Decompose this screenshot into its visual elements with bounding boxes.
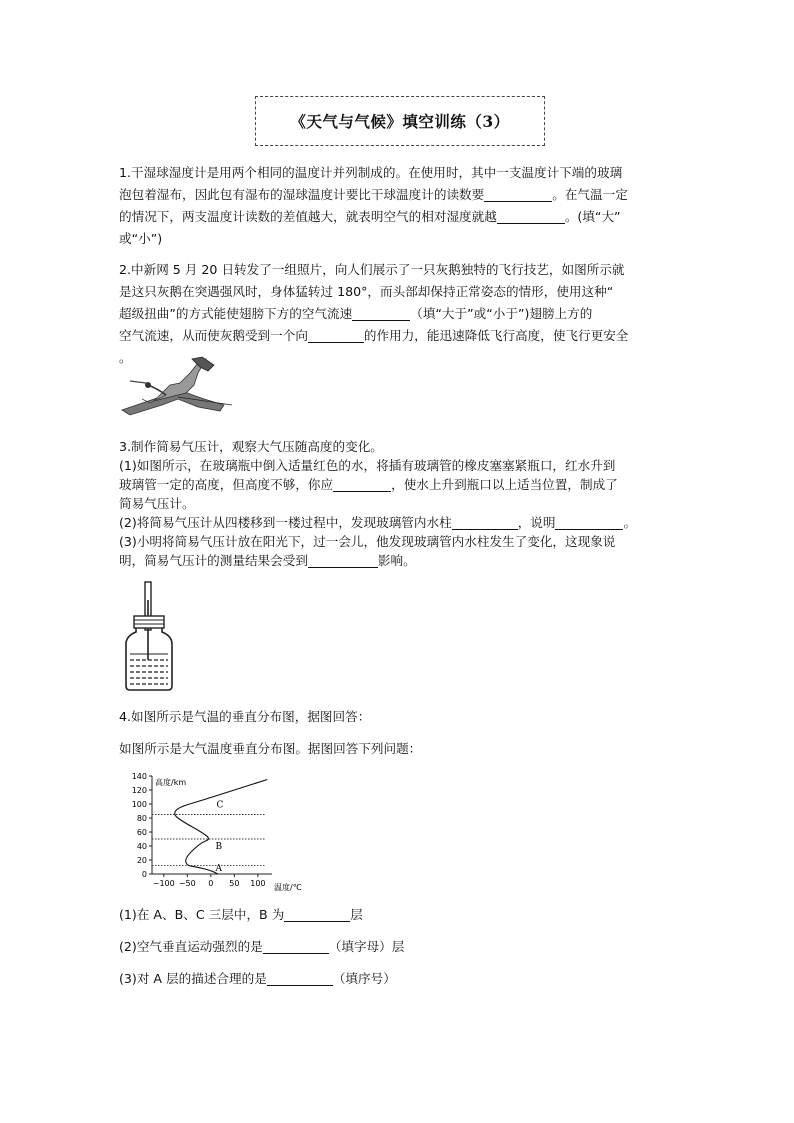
q2-line-5: 。 <box>119 350 132 365</box>
y-tick-label: 20 <box>136 856 147 865</box>
q4-text: （填字母）层 <box>328 939 405 954</box>
layer-label-c: C <box>216 800 224 811</box>
q2-line-2: 是这只灰鹅在突遇强风时，身体猛转过 180°，而头部却保持正常姿态的情形，使用这种“ <box>119 284 614 299</box>
q4-text: (2)空气垂直运动强烈的是 <box>119 939 263 954</box>
q4-answer-blank-3[interactable] <box>267 971 333 986</box>
page-title <box>255 96 545 146</box>
y-tick-label: 120 <box>131 786 147 795</box>
q4-text: (3)对 A 层的描述合理的是 <box>119 971 267 986</box>
q2-answer-blank-2[interactable] <box>308 328 364 343</box>
chart-axes <box>152 776 272 874</box>
x-tick-label: 100 <box>250 879 266 888</box>
q3-line-7 <box>119 550 679 572</box>
q3-text: 。 <box>623 515 637 530</box>
q4-answer-blank-2[interactable] <box>263 939 329 954</box>
y-tick-label: 100 <box>131 800 147 809</box>
y-axis-title: 高度/km <box>155 778 187 787</box>
q1-line-3 <box>119 206 679 228</box>
chart-labels <box>215 801 224 875</box>
temperature-curve <box>175 780 268 875</box>
q3-answer-blank-2[interactable] <box>452 515 518 530</box>
q3-text: 玻璃管一定的高度，但高度不够，你应 <box>119 477 334 492</box>
q2-line-3 <box>119 303 679 325</box>
page-title-text: 《天气与气候》填空训练（3） <box>290 112 510 131</box>
x-tick-label: −50 <box>178 879 196 888</box>
y-tick-label: 0 <box>141 870 147 879</box>
q1-answer-blank-2[interactable] <box>497 209 565 224</box>
q3-answer-blank-1[interactable] <box>333 477 391 492</box>
q2-line-1: 2.中新网 5 月 20 日转发了一组照片，向人们展示了一只灰鹅独特的飞行技艺，如图所示就 <box>119 262 625 277</box>
q4-sub-2 <box>119 936 679 958</box>
q2-text: 空气流速，从而使灰鹅受到一个向 <box>119 328 308 343</box>
q2-line-4 <box>119 325 679 347</box>
q4-text: 层 <box>350 907 363 922</box>
q1-line-1: 1.干湿球湿度计是用两个相同的温度计并列制成的。在使用时，其中一支温度计下端的玻璃 <box>119 165 623 180</box>
q4-line-1: 4.如图所示是气温的垂直分布图，据图回答： <box>119 709 371 724</box>
x-axis-title: 温度/℃ <box>274 883 302 892</box>
q3-line-1: 3.制作简易气压计，观察大气压随高度的变化。 <box>119 439 383 454</box>
layer-label-b: B <box>215 841 223 852</box>
q4-sub-3 <box>119 968 679 990</box>
q2-text: （填“大于”或“小于”)翅膀上方的 <box>410 306 593 321</box>
y-tick-label: 40 <box>136 842 147 851</box>
q3-text: (2)将简易气压计从四楼移到一楼过程中，发现玻璃管内水柱 <box>119 515 452 530</box>
x-tick-label: −100 <box>152 879 175 888</box>
q3-text: 影响。 <box>377 553 416 568</box>
q3-line-6: (3)小明将简易气压计放在阳光下，过一会儿，他发现玻璃管内水柱发生了变化，这现象说 <box>119 534 616 549</box>
q4-text: （填序号） <box>332 971 396 986</box>
q3-line-4: 简易气压计。 <box>119 496 195 511</box>
x-tick-label: 0 <box>208 879 214 888</box>
q2-text: 的作用力，能迅速降低飞行高度，使飞行更安全 <box>363 328 629 343</box>
barometer-bottle-figure <box>122 580 176 692</box>
q3-text: ，使水上升到瓶口以上适当位置，制成了 <box>391 477 618 492</box>
q1-text: 泡包着湿布，因此包有湿布的湿球温度计要比干球温度计的读数要 <box>119 187 485 202</box>
q1-text: 。(填“大” <box>564 209 621 224</box>
q4-line-2: 如图所示是大气温度垂直分布图。据图回答下列问题： <box>119 741 422 756</box>
y-tick-label: 60 <box>136 828 147 837</box>
q3-answer-blank-4[interactable] <box>308 553 378 568</box>
q4-text: (1)在 A、B、C 三层中，B 为 <box>119 907 285 922</box>
q4-answer-blank-1[interactable] <box>284 907 350 922</box>
layer-label-a: A <box>215 864 223 875</box>
q2-text: 超级扭曲”的方式能使翅膀下方的空气流速 <box>119 306 353 321</box>
y-tick-label: 80 <box>136 814 147 823</box>
q3-answer-blank-3[interactable] <box>555 515 623 530</box>
q1-text: 。在气温一定 <box>552 187 628 202</box>
q2-answer-blank-1[interactable] <box>352 306 410 321</box>
chart-series <box>175 780 268 875</box>
y-tick-label: 140 <box>131 772 147 781</box>
temperature-profile-chart <box>112 772 312 894</box>
q1-answer-blank-1[interactable] <box>484 187 552 202</box>
q1-line-2 <box>119 184 679 206</box>
q4-sub-1 <box>119 904 679 926</box>
q3-text: 明，简易气压计的测量结果会受到 <box>119 553 308 568</box>
q1-line-4: 或“小”) <box>119 231 163 246</box>
chart-boundaries <box>152 815 266 866</box>
q3-line-2: (1)如图所示，在玻璃瓶中倒入适量红色的水，将插有玻璃管的橡皮塞塞紧瓶口，红水升到 <box>119 458 616 473</box>
q1-text: 的情况下，两支温度计读数的差值越大，就表明空气的相对湿度就越 <box>119 209 497 224</box>
goose-flight-figure <box>120 355 232 417</box>
x-tick-label: 50 <box>229 879 240 888</box>
q3-text: ，说明 <box>517 515 556 530</box>
